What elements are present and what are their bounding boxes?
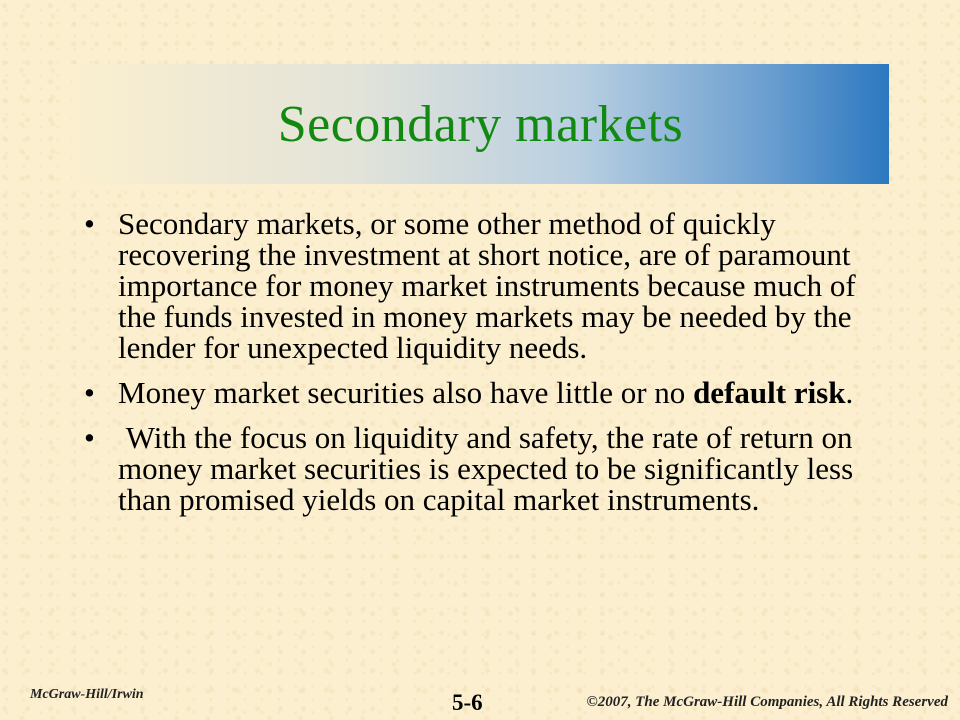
bullet-text: With the focus on liquidity and safety, the rate of return on money market securities is expected to be significantly less than promised yields on capital market instruments. [118, 420, 861, 517]
copyright-notice: ©2007, The McGraw-Hill Companies, All Rights Reserved [586, 694, 948, 710]
bullet-text-part: . [845, 375, 854, 410]
bold-term: default risk [693, 375, 846, 410]
bullet-dot-icon: • [84, 206, 95, 241]
title-banner [72, 64, 889, 184]
bullet-item [84, 208, 884, 363]
slide-title: Secondary markets [277, 95, 684, 153]
bullet-item [84, 422, 884, 515]
publisher-label: McGraw-Hill/Irwin [30, 687, 144, 702]
bullet-list [84, 208, 884, 529]
bullet-dot-icon: • [84, 375, 95, 410]
bullet-item [84, 377, 884, 408]
bullet-dot-icon: • [84, 420, 95, 455]
slide-number: 5-6 [452, 690, 483, 715]
bullet-text [118, 377, 884, 408]
bullet-text: Secondary markets, or some other method of quickly recovering the investment at short notice, are of paramount importance for money market instruments because much of the funds invested in money markets may be needed by the lender for unexpected liquidity needs. [118, 206, 856, 365]
bullet-text-part: Money market securities also have little or no [118, 375, 694, 410]
